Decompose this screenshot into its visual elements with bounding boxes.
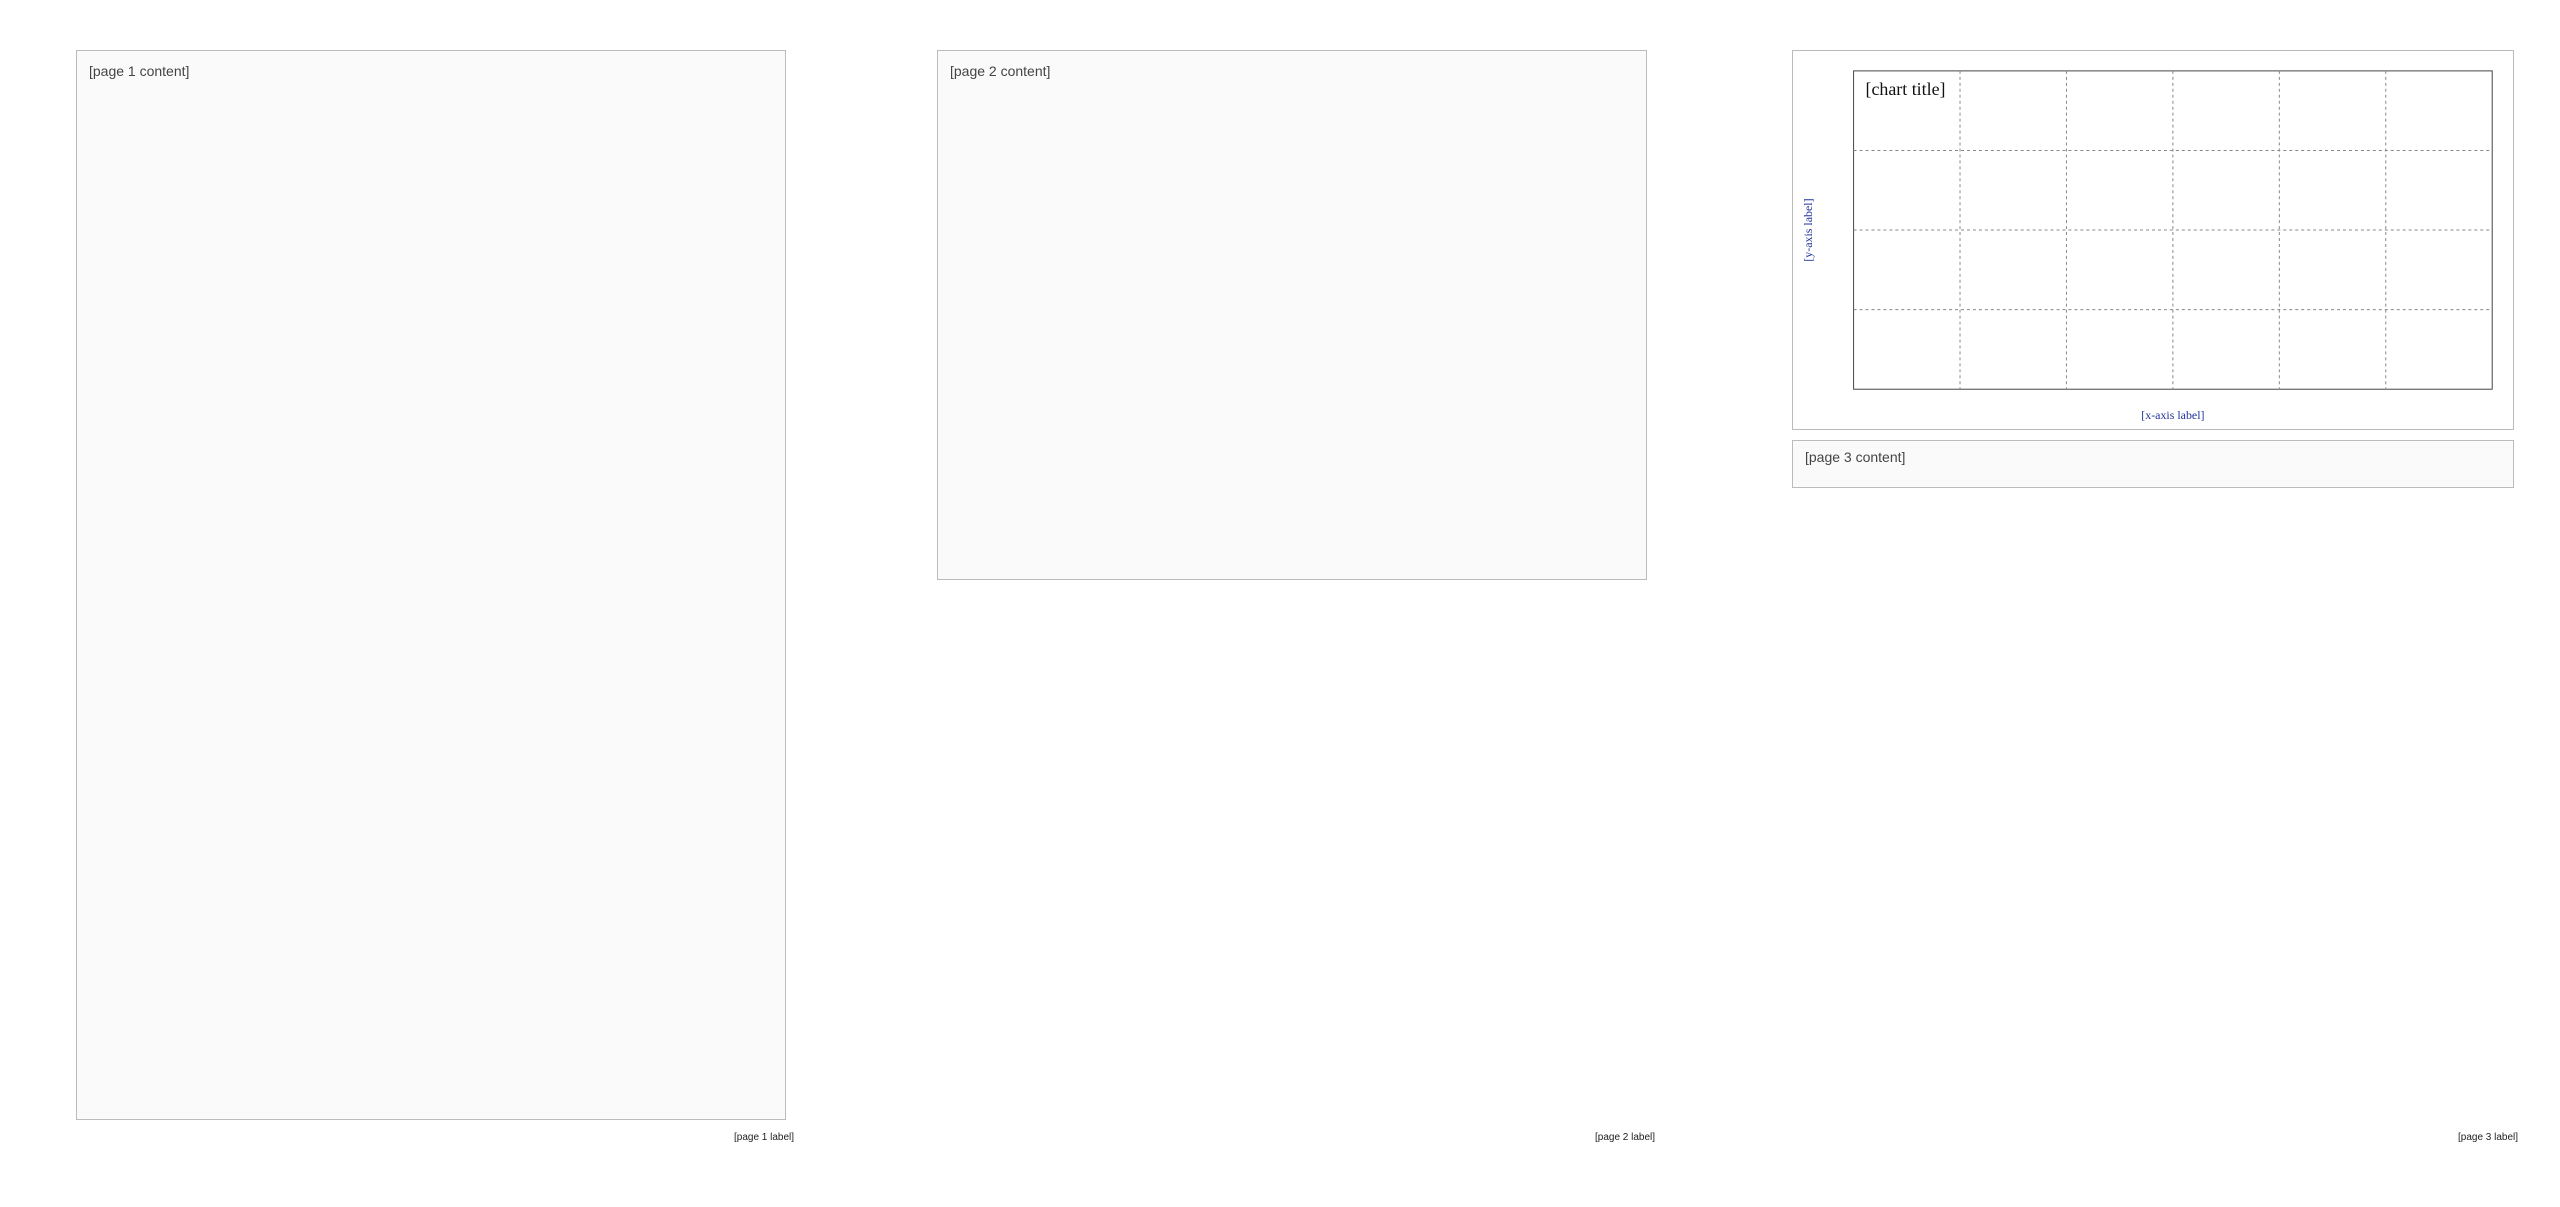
page-3-chart bbox=[1792, 50, 2514, 430]
page-3-caption bbox=[1792, 440, 2514, 488]
chart-ylabel: [y-axis label] bbox=[1800, 198, 1815, 262]
chart-title: [chart title] bbox=[1865, 78, 1946, 99]
page-2-content-text: [page 2 content] bbox=[950, 63, 1051, 79]
page-1-content bbox=[76, 50, 786, 1120]
page-3-label: [page 3 label] bbox=[2458, 1132, 2519, 1143]
chart-svg bbox=[1793, 51, 2513, 429]
page-3-content-text: [page 3 content] bbox=[1805, 449, 1906, 465]
page-2 bbox=[853, 0, 1706, 1207]
page-1-content-text: [page 1 content] bbox=[89, 63, 190, 79]
chart-xlabel: [x-axis label] bbox=[2141, 408, 2205, 423]
page-2-content bbox=[937, 50, 1647, 580]
page-1 bbox=[0, 0, 853, 1207]
page-3 bbox=[1706, 0, 2559, 1207]
page-2-label: [page 2 label] bbox=[1595, 1132, 1656, 1143]
page-1-label: [page 1 label] bbox=[734, 1132, 795, 1143]
